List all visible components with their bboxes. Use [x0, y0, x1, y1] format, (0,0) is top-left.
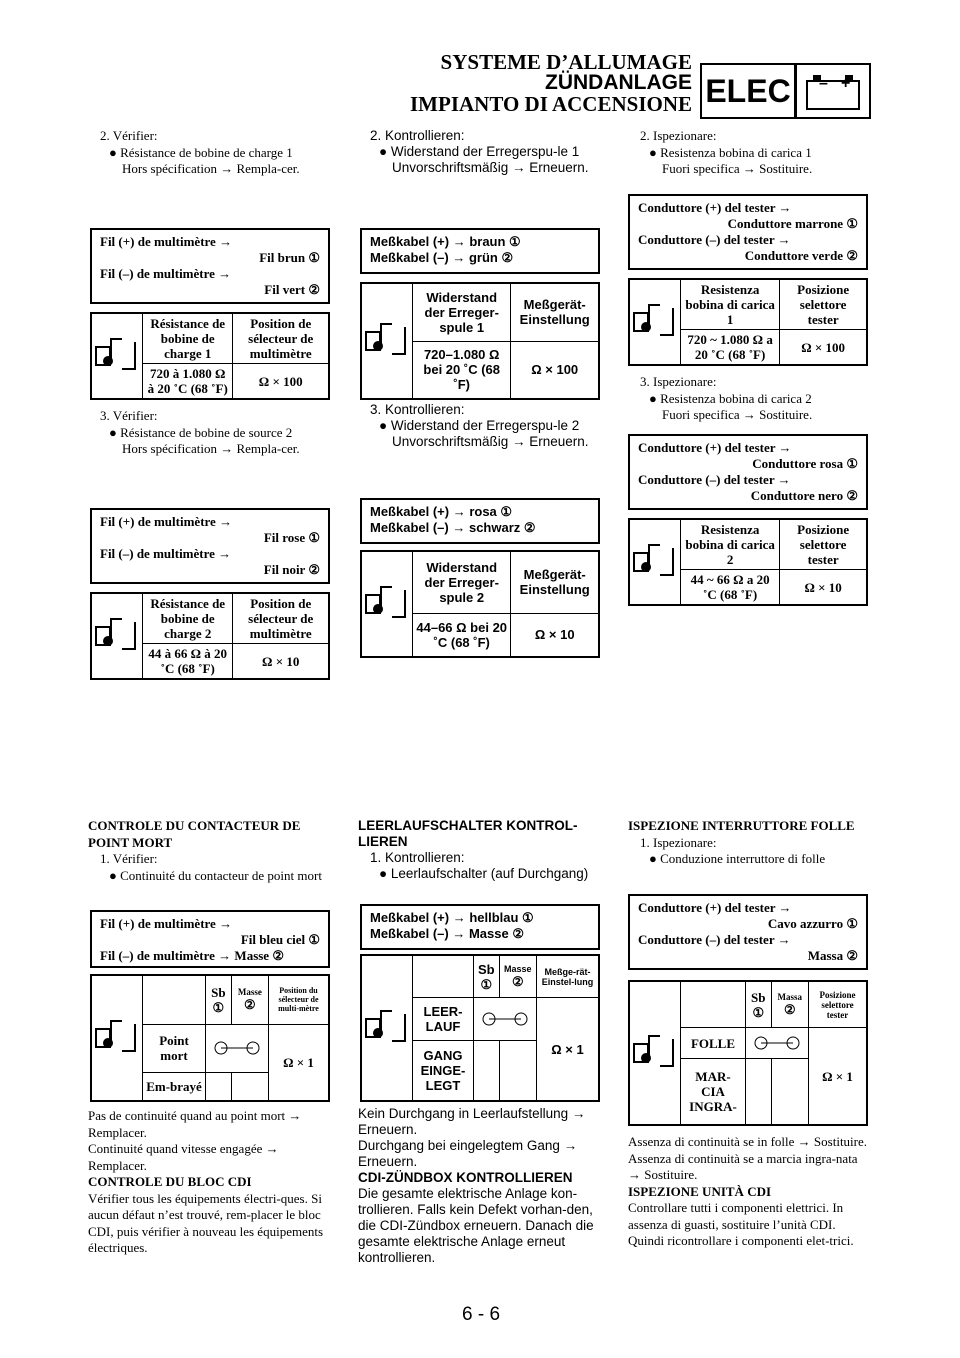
it-t3-r1: FOLLE: [681, 1028, 746, 1058]
it-t3-blank: [681, 981, 746, 1028]
it-t3-n2: ②: [783, 1002, 796, 1018]
multimeter-icon: [633, 1035, 677, 1071]
fr-t1-v1: 720 à 1.080 Ω à 20 ˚C (68 ˚F): [143, 364, 233, 400]
it-t3-masse-cell: [771, 981, 808, 1028]
de-step3: [358, 402, 598, 450]
battery-minus: –: [819, 75, 828, 92]
it-box1-line2: Conduttore marrone ①: [727, 216, 858, 231]
fr-cdi-title: CONTROLE DU BLOC CDI: [88, 1174, 252, 1189]
de-spec-box2: [360, 498, 600, 544]
it-box2-line2: Conduttore rosa ①: [752, 456, 858, 471]
fr-neutral-text: [88, 1108, 330, 1257]
it-step3: [628, 374, 868, 424]
elec-badge: ELEC: [700, 63, 796, 119]
it-t3-pos: Posizione selettore tester: [809, 981, 868, 1028]
fr-spec-box3: [90, 910, 330, 968]
fr-step2-outcome: Hors spécification → Rempla-cer.: [122, 161, 300, 176]
de-t3-masse-cell: [499, 955, 536, 998]
fr-t2-h1: Résistance de bobine de charge 2: [143, 593, 233, 644]
de-t2-v1: 44–66 Ω bei 20 ˚C (68 ˚F): [413, 613, 511, 657]
de-box2-line1: Meßkabel (+) → rosa ①: [370, 504, 513, 519]
fr-t3-r2: Em-brayé: [143, 1073, 206, 1101]
de-t3-pos: Meßge-rät-Einstel-lung: [537, 955, 600, 998]
de-box3-line1: Meßkabel (+) → hellblau ①: [370, 910, 534, 925]
fr-step2-title: 2. Vérifier:: [100, 128, 158, 143]
de-neutral-bullet: ● Leerlaufschalter (auf Durchgang): [379, 866, 589, 881]
fr-step3-bullet: ● Résistance de bobine de source 2: [109, 424, 293, 440]
fr-step3-outcome: Hors spécification → Rempla-cer.: [122, 441, 300, 456]
fr-neutral-bullet-text: Continuité du contacteur de point mort: [120, 867, 322, 883]
fr-t1-h1: Résistance de bobine de charge 1: [143, 313, 233, 364]
fr-p2: Continuité quand vitesse engagée → Remplacer.: [88, 1141, 279, 1173]
it-t1-h1: Resistenza bobina di carica 1: [681, 279, 780, 330]
de-box1-line2: Meßkabel (–) → grün ②: [370, 250, 514, 265]
de-t3-masse: Masse: [504, 964, 532, 975]
fr-box2-line3: Fil (–) de multimètre →: [100, 546, 232, 561]
header-title-it: IMPIANTO DI ACCENSIONE: [410, 92, 692, 116]
multimeter-icon: [365, 323, 409, 359]
it-box2-line4: Conduttore nero ②: [750, 488, 858, 503]
multimeter-icon: [365, 586, 409, 622]
fr-neutral-bullet: ● Continuité du contacteur de point mort: [109, 867, 322, 883]
battery-icon: [795, 63, 871, 119]
fr-t3-empty1: [206, 1073, 232, 1101]
fr-t3-pos: Position du sélecteur de multi-mètre: [269, 975, 330, 1024]
it-t2-v2: Ω × 10: [780, 570, 867, 606]
de-step3-bullet: ● Widerstand der Erregerspu-le 2: [379, 418, 580, 433]
it-t3-meter: [629, 981, 681, 1125]
de-table1: [360, 282, 600, 400]
fr-table2: [90, 592, 330, 680]
it-p2: Assenza di continuità se a marcia ingra-nata → Sostituire.: [628, 1150, 858, 1182]
multimeter-icon: [633, 544, 677, 580]
de-step2-bullet-text: Widerstand der Erregerspu-le 1: [390, 144, 580, 159]
fr-table1: [90, 312, 330, 400]
fr-box3-line2: Fil bleu ciel ①: [240, 932, 320, 947]
fr-box3-line1: Fil (+) de multimètre →: [100, 916, 233, 931]
de-step2-title: 2. Kontrollieren:: [370, 128, 465, 143]
header-title-fr: SYSTEME D’ALLUMAGE: [440, 50, 692, 74]
de-t3-blank: [413, 955, 474, 998]
de-neutral-step: 1. Kontrollieren:: [370, 850, 465, 865]
it-spec-box1: [628, 194, 868, 270]
fr-t3-meter: [91, 975, 143, 1101]
de-t1-v2: Ω × 100: [511, 341, 599, 399]
multimeter-icon: [95, 338, 139, 374]
de-t2-v2: Ω × 10: [511, 613, 599, 657]
fr-t1-meter: [91, 313, 143, 399]
it-step3-bullet-text: Resistenza bobina di carica 2: [660, 390, 812, 406]
de-t1-meter: [361, 283, 413, 399]
multimeter-icon: [633, 304, 677, 340]
de-p2: Durchgang bei eingelegtem Gang → Erneuern.: [358, 1138, 578, 1169]
fr-neutral-section: [88, 818, 330, 884]
fr-p1: Pas de continuité quand au point mort → Remplacer.: [88, 1108, 302, 1140]
header-title-de: ZÜNDANLAGE: [545, 71, 692, 94]
fr-step3-bullet-text: Résistance de bobine de source 2: [120, 424, 293, 440]
de-spec-box1: [360, 228, 600, 274]
it-box3-line4: Massa ②: [807, 948, 858, 963]
fr-step2-bullet-text: Résistance de bobine de charge 1: [120, 144, 293, 160]
fr-box2-line1: Fil (+) de multimètre →: [100, 514, 233, 529]
de-box2-line2: Meßkabel (–) → schwarz ②: [370, 520, 536, 535]
it-t3-masse: Massa: [777, 992, 803, 1003]
de-step2-outcome: Unvorschriftsmäßig → Erneuern.: [392, 160, 589, 175]
it-box1-line1: Conduttore (+) del tester →: [638, 200, 792, 215]
de-t3-sb: Sb: [477, 961, 495, 977]
it-neutral-section: [628, 818, 870, 868]
it-spec-box3: [628, 894, 868, 970]
fr-t3-empty2: [231, 1073, 268, 1101]
fr-step3-title: 3. Vérifier:: [100, 408, 158, 423]
it-box2-line1: Conduttore (+) del tester →: [638, 440, 792, 455]
it-table3: [628, 980, 868, 1126]
fr-t2-h2: Position de sélecteur de multimètre: [233, 593, 329, 644]
it-t3-n1: ①: [752, 1004, 765, 1020]
de-neutral-title: LEERLAUFSCHALTER KONTROL-LIEREN: [358, 818, 578, 849]
it-table1: [628, 278, 868, 366]
fr-box3-line3: Fil (–) de multimètre → Masse ②: [100, 948, 284, 963]
it-t1-v1: 720 ~ 1.080 Ω a 20 ˚C (68 ˚F): [681, 330, 780, 366]
fr-t3-masse: Masse: [237, 987, 262, 998]
fr-t3-blank: [143, 975, 206, 1024]
it-step3-outcome: Fuori specifica → Sostituire.: [662, 407, 813, 422]
fr-t3-sb: Sb: [211, 984, 226, 1000]
it-t3-r2: MAR-CIA INGRA-: [681, 1058, 746, 1125]
it-neutral-bullet-text: Conduzione interruttore di folle: [660, 851, 826, 866]
de-t2-h2: Meßgerät-Einstellung: [511, 551, 599, 613]
it-step2-outcome: Fuori specifica → Sostituire.: [662, 161, 813, 176]
fr-t2-meter: [91, 593, 143, 679]
fr-box2-line2: Fil rose ①: [263, 530, 320, 545]
fr-box1-line3: Fil (–) de multimètre →: [100, 266, 232, 281]
it-cdi-title: ISPEZIONE UNITÀ CDI: [628, 1183, 772, 1199]
page-number: 6 - 6: [462, 1304, 501, 1325]
de-t1-v1: 720–1.080 Ω bei 20 ˚C (68 ˚F): [413, 341, 511, 399]
fr-table3: [90, 974, 330, 1102]
it-cdi-text: Controllare tutti i componenti elettrici. In assenza di guasti, sostituire l’unità CDI. Quindi ricontrollare i componenti elet-trici.: [628, 1200, 854, 1248]
fr-neutral-step: 1. Vérifier:: [100, 851, 158, 866]
it-box3-line3: Conduttore (–) del tester →: [638, 932, 791, 947]
fr-t3-sb-cell: [206, 975, 232, 1024]
fr-t3-n2: ②: [244, 997, 256, 1013]
de-step3-outcome: Unvorschriftsmäßig → Erneuern.: [392, 434, 589, 449]
it-neutral-step: 1. Ispezionare:: [640, 834, 717, 850]
battery-plus: +: [841, 75, 851, 92]
multimeter-icon: [95, 1020, 139, 1056]
de-neutral-section: [358, 818, 600, 882]
de-t2-meter: [361, 551, 413, 657]
de-step3-title: 3. Kontrollieren:: [370, 402, 465, 417]
it-t2-meter: [629, 519, 681, 605]
multimeter-icon: [95, 618, 139, 654]
it-box3-line1: Conduttore (+) del tester →: [638, 900, 792, 915]
de-t3-r2: GANG EINGE-LEGT: [413, 1040, 474, 1101]
de-t3-r1: LEER-LAUF: [413, 998, 474, 1040]
fr-spec-box2: [90, 508, 330, 584]
it-t2-h1: Resistenza bobina di carica 2: [681, 519, 780, 570]
de-t3-empty2: [499, 1040, 536, 1101]
de-step2-bullet: ● Widerstand der Erregerspu-le 1: [379, 144, 580, 159]
it-t3-empty1: [746, 1058, 772, 1125]
de-t3-n1: ①: [480, 976, 493, 992]
it-step3-title: 3. Ispezionare:: [640, 374, 717, 389]
fr-t3-val: Ω × 1: [269, 1024, 330, 1101]
de-step3-bullet-text: Widerstand der Erregerspu-le 2: [390, 418, 580, 433]
it-t1-meter: [629, 279, 681, 365]
de-t3-empty1: [474, 1040, 500, 1101]
fr-box1-line2: Fil brun ①: [259, 250, 320, 265]
it-t3-empty2: [771, 1058, 808, 1125]
it-t1-h2: Posizione selettore tester: [780, 279, 867, 330]
de-neutral-text: [358, 1106, 600, 1266]
de-p1: Kein Durchgang in Leerlaufstellung → Erneuern.: [358, 1106, 586, 1137]
it-step2: [628, 128, 868, 178]
de-table3: [360, 954, 600, 1102]
fr-box1-line4: Fil vert ②: [264, 282, 320, 297]
de-t1-h2: Meßgerät-Einstellung: [511, 283, 599, 341]
it-spec-box2: [628, 434, 868, 510]
continuity-symbol: [474, 998, 537, 1040]
it-t3-val: Ω × 1: [809, 1028, 868, 1125]
de-table2: [360, 550, 600, 658]
continuity-symbol: [206, 1024, 269, 1072]
it-neutral-title: ISPEZIONE INTERRUTTORE FOLLE: [628, 818, 855, 833]
fr-step2-bullet: ● Résistance de bobine de charge 1: [109, 144, 293, 160]
de-t3-val: Ω × 1: [537, 998, 600, 1101]
de-spec-box3: [360, 904, 600, 950]
it-t2-v1: 44 ~ 66 Ω a 20 ˚C (68 ˚F): [681, 570, 780, 606]
it-t2-h2: Posizione selettore tester: [780, 519, 867, 570]
it-t1-v2: Ω × 100: [780, 330, 867, 366]
de-t2-h1: Widerstand der Erreger-spule 2: [413, 551, 511, 613]
de-cdi-title: CDI-ZÜNDBOX KONTROLLIEREN: [358, 1170, 573, 1185]
fr-t2-v1: 44 à 66 Ω à 20 ˚C (68 ˚F): [143, 644, 233, 680]
de-t3-meter: [361, 955, 413, 1101]
multimeter-icon: [365, 1010, 409, 1046]
it-neutral-text: [628, 1134, 870, 1250]
fr-box2-line4: Fil noir ②: [263, 562, 320, 577]
de-box3-line2: Meßkabel (–) → Masse ②: [370, 926, 524, 941]
fr-cdi-text: Vérifier tous les équipements électri-ques. Si aucun défaut n’est trouvé, rem-placer le bloc CDI, puis vérifier à nouveau les équipements électriques.: [88, 1190, 324, 1255]
it-step2-bullet: ● Resistenza bobina di carica 1: [649, 144, 812, 160]
it-step2-title: 2. Ispezionare:: [640, 128, 717, 143]
fr-t1-h2: Position de sélecteur de multimètre: [233, 313, 329, 364]
fr-t3-n1: ①: [212, 999, 225, 1015]
de-box1-line1: Meßkabel (+) → braun ①: [370, 234, 521, 249]
it-box3-line2: Cavo azzurro ①: [767, 916, 858, 931]
fr-box1-line1: Fil (+) de multimètre →: [100, 234, 233, 249]
fr-neutral-title: CONTROLE DU CONTACTEUR DE POINT MORT: [88, 818, 301, 850]
it-neutral-bullet: ● Conduzione interruttore di folle: [649, 851, 826, 866]
it-t3-sb-cell: [746, 981, 772, 1028]
continuity-symbol: [746, 1028, 809, 1058]
it-box1-line3: Conduttore (–) del tester →: [638, 232, 791, 247]
it-t3-sb: Sb: [751, 989, 766, 1005]
it-p1: Assenza di continuità se in folle → Sostituire.: [628, 1134, 868, 1149]
it-step3-bullet: ● Resistenza bobina di carica 2: [649, 390, 812, 406]
de-t3-sb-cell: [474, 955, 500, 998]
fr-step3: [88, 408, 328, 458]
de-t3-n2: ②: [511, 974, 524, 990]
fr-spec-box1: [90, 228, 330, 304]
fr-t3-r1: Point mort: [143, 1024, 206, 1072]
it-table2: [628, 518, 868, 606]
fr-t3-masse-cell: [231, 975, 268, 1024]
de-step2: [358, 128, 598, 176]
it-box1-line4: Conduttore verde ②: [744, 248, 858, 263]
de-t1-h1: Widerstand der Erreger-spule 1: [413, 283, 511, 341]
fr-t2-v2: Ω × 10: [233, 644, 329, 680]
it-step2-bullet-text: Resistenza bobina di carica 1: [660, 144, 812, 160]
fr-t1-v2: Ω × 100: [233, 364, 329, 400]
de-neutral-bullet-text: Leerlaufschalter (auf Durchgang): [390, 866, 589, 881]
it-box2-line3: Conduttore (–) del tester →: [638, 472, 791, 487]
de-cdi-text: Die gesamte elektrische Anlage kon-trollieren. Falls kein Defekt vorhan-den, die CDI-Zündbox erneuern. Danach die gesamte elektrische Anlage erneut kontrollieren.: [358, 1186, 594, 1265]
fr-step2: [88, 128, 328, 178]
